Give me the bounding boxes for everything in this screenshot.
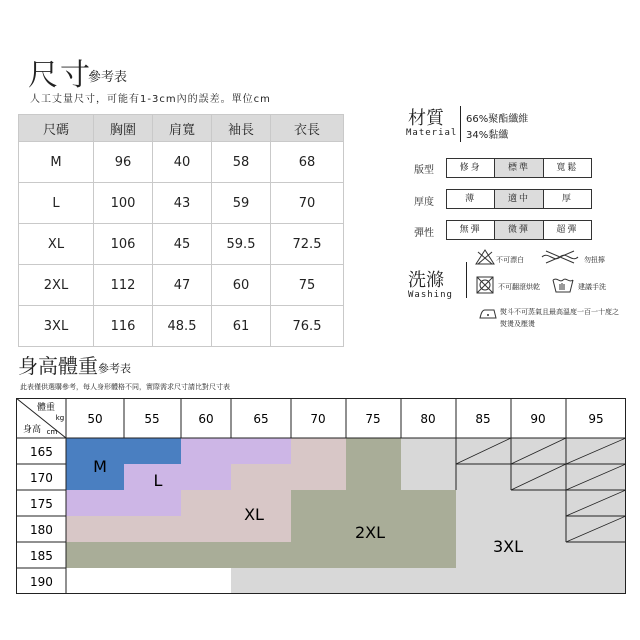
- fit-option-selected: 標準: [495, 159, 543, 177]
- weight-label: 75: [365, 412, 381, 426]
- size-label-2xl: 2XL: [354, 523, 386, 542]
- table-cell: 43: [153, 183, 212, 224]
- size-row-3xl: [19, 306, 344, 347]
- table-cell: 106: [94, 224, 153, 265]
- height-label: 170: [30, 471, 53, 485]
- size-row-l: [19, 183, 344, 224]
- weight-label: 80: [420, 412, 436, 426]
- stretch-option: 無彈: [447, 221, 495, 239]
- no-wring-icon: [540, 250, 580, 264]
- height-label: 175: [30, 497, 53, 511]
- fit-option: 寬鬆: [556, 163, 579, 173]
- thickness-option: 厚: [561, 194, 573, 204]
- height-label: 190: [30, 575, 53, 589]
- hw-chart-note: 此表僅供選購參考，每人身形體格不同，實際需求尺寸請比對尺寸表: [20, 383, 230, 391]
- header-cell: 衣長: [271, 115, 344, 142]
- hw-chart-title: 身高體重: [18, 354, 98, 378]
- iron-icon: [478, 306, 498, 320]
- size-row-2xl: [19, 265, 344, 306]
- stretch-scale: [446, 220, 592, 240]
- weight-label: 50: [87, 412, 103, 426]
- care-text: 不可翻滾烘乾: [498, 283, 540, 291]
- size-table: [18, 114, 344, 347]
- header-cell: 胸圍: [94, 115, 153, 142]
- size-row-m: [19, 142, 344, 183]
- thickness-option-selected: 適中: [495, 190, 543, 208]
- weight-label: 60: [198, 412, 214, 426]
- table-cell: 2XL: [19, 265, 94, 306]
- weight-label: 55: [144, 412, 160, 426]
- washing-label-en: Washing: [408, 290, 453, 300]
- table-cell: 59.5: [212, 224, 271, 265]
- table-cell: 40: [153, 142, 212, 183]
- hw-chart-subtitle: 參考表: [98, 362, 131, 375]
- care-text: 勿扭擰: [584, 256, 605, 264]
- size-chart-subtitle: 參考表: [88, 70, 128, 85]
- header-cell: 袖長: [212, 115, 271, 142]
- table-cell: 59: [212, 183, 271, 224]
- stretch-label: 彈性: [414, 228, 434, 239]
- size-chart-note: 人工丈量尺寸，可能有1-3cm內的誤差。單位cm: [30, 94, 271, 105]
- table-cell: 58: [212, 142, 271, 183]
- height-label: 180: [30, 523, 53, 537]
- material-label: 材質: [408, 108, 444, 129]
- corner-height: 身高: [22, 425, 42, 435]
- weight-label: 70: [310, 412, 326, 426]
- table-cell: 48.5: [153, 306, 212, 347]
- divider: [460, 106, 461, 142]
- table-cell: 3XL: [19, 306, 94, 347]
- size-label-3xl: 3XL: [492, 537, 524, 556]
- height-label: 165: [30, 445, 53, 459]
- header-cell: 尺碼: [19, 115, 94, 142]
- washing-label: 洗滌: [408, 270, 444, 291]
- table-cell: 70: [271, 183, 344, 224]
- stretch-option-selected: 微彈: [495, 221, 543, 239]
- size-label-l: L: [153, 471, 163, 490]
- size-table-header-row: [19, 115, 344, 142]
- table-cell: 96: [94, 142, 153, 183]
- fit-option: 修身: [447, 159, 495, 177]
- weight-label: 95: [588, 412, 604, 426]
- weight-label: 65: [253, 412, 269, 426]
- corner-kg: kg: [55, 414, 65, 422]
- size-label-m: M: [93, 457, 107, 476]
- table-cell: 116: [94, 306, 153, 347]
- thickness-option: 薄: [447, 190, 495, 208]
- care-text: 熨斗不可蒸氣且最高溫度一百一十度之熨燙及壓燙: [500, 308, 619, 328]
- material-label-en: Material: [406, 128, 458, 138]
- fit-scale: [446, 158, 592, 178]
- divider: [466, 262, 467, 298]
- table-cell: 60: [212, 265, 271, 306]
- weight-label: 90: [530, 412, 546, 426]
- corner-weight: 體重: [36, 403, 56, 413]
- header-cell: 肩寬: [153, 115, 212, 142]
- size-chart-title: 尺寸: [28, 58, 92, 93]
- table-cell: L: [19, 183, 94, 224]
- table-cell: 61: [212, 306, 271, 347]
- thickness-scale: [446, 189, 592, 209]
- care-text: 建議手洗: [578, 283, 606, 291]
- care-text: 不可漂白: [496, 256, 524, 264]
- no-bleach-icon: [474, 248, 496, 266]
- table-cell: 75: [271, 265, 344, 306]
- size-row-xl: [19, 224, 344, 265]
- material-line-2: 34%黏纖: [466, 130, 509, 141]
- no-tumble-dry-icon: [476, 276, 494, 294]
- table-cell: 45: [153, 224, 212, 265]
- table-cell: M: [19, 142, 94, 183]
- table-cell: 68: [271, 142, 344, 183]
- weight-label: 85: [475, 412, 491, 426]
- table-cell: 47: [153, 265, 212, 306]
- fit-label: 版型: [414, 165, 434, 176]
- thickness-label: 厚度: [414, 197, 434, 208]
- height-weight-chart: [16, 398, 626, 594]
- table-cell: 72.5: [271, 224, 344, 265]
- size-label-xl: XL: [244, 505, 264, 524]
- table-cell: 112: [94, 265, 153, 306]
- table-cell: XL: [19, 224, 94, 265]
- table-cell: 100: [94, 183, 153, 224]
- stretch-option: 超彈: [556, 225, 579, 235]
- height-label: 185: [30, 549, 53, 563]
- material-line-1: 66%聚酯纖維: [466, 114, 529, 125]
- hand-wash-icon: [552, 276, 574, 294]
- corner-cm: cm: [46, 428, 58, 436]
- table-cell: 76.5: [271, 306, 344, 347]
